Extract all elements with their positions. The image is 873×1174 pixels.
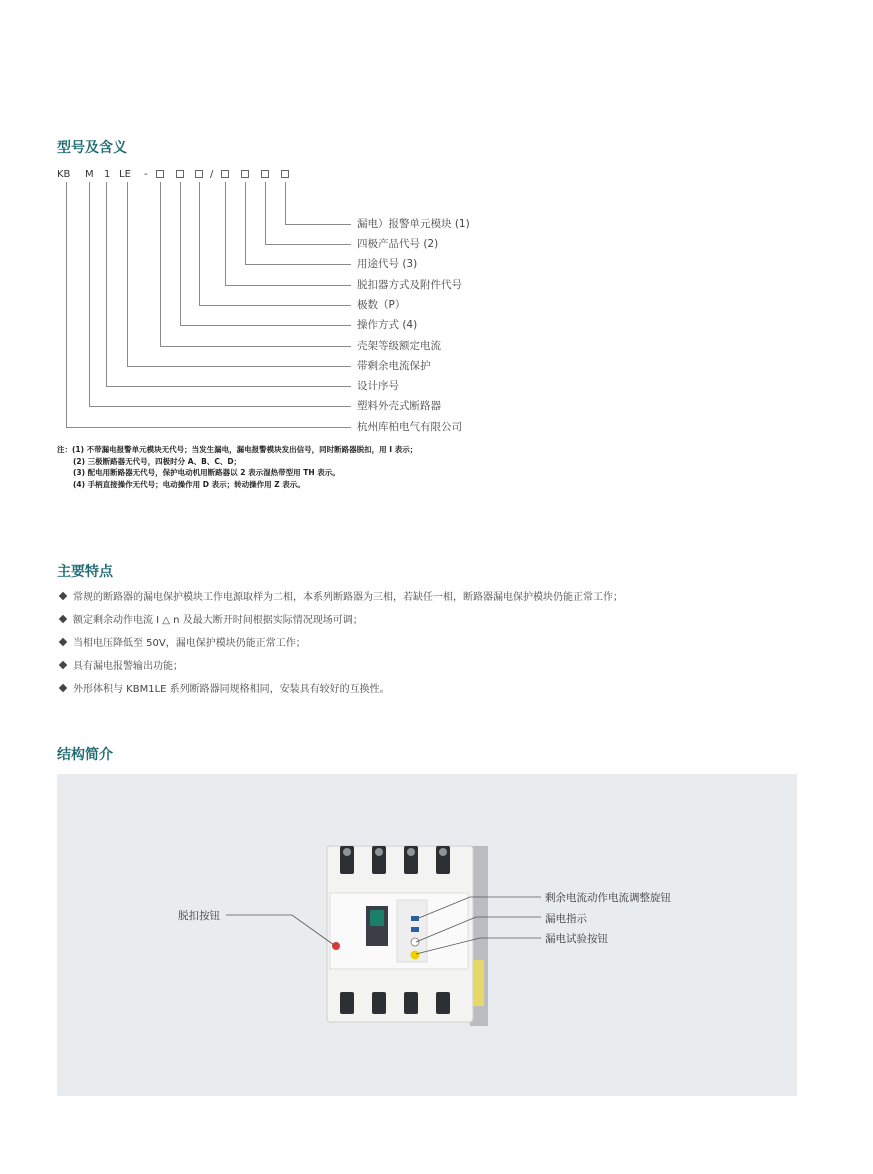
connector-line: [66, 427, 351, 428]
code-box: [221, 170, 229, 178]
diamond-bullet-icon: [59, 638, 67, 646]
feature-list: [60, 591, 623, 706]
connector-line: [285, 182, 286, 224]
feature-text: 当相电压降低至 50V，漏电保护模块仍能正常工作；: [73, 638, 306, 649]
callout-trip-button: 脱扣按钮: [178, 910, 220, 922]
code-token-le: LE: [119, 169, 131, 180]
connector-line: [180, 182, 181, 325]
note-line: (4) 手柄直接操作无代号；电动操作用 D 表示；转动操作用 Z 表示。: [73, 479, 305, 489]
feature-text: 额定剩余动作电流 I △ n 及最大断开时间根据实际情况现场可调；: [73, 615, 363, 626]
list-item: [60, 614, 623, 637]
meaning-label: 用途代号 (3): [357, 258, 418, 270]
code-token-slash: /: [210, 169, 214, 180]
meaning-label: 操作方式 (4): [357, 319, 418, 331]
code-box: [176, 170, 184, 178]
code-token-kb: KB: [57, 169, 71, 180]
connector-line: [127, 366, 351, 367]
section-title-structure: 结构简介: [57, 747, 113, 763]
connector-line: [180, 325, 351, 326]
connector-line: [199, 305, 351, 306]
section-title-model: 型号及含义: [57, 140, 127, 156]
code-token-m: M: [85, 169, 94, 180]
meaning-label: 脱扣器方式及附件代号: [357, 279, 462, 291]
list-item: [60, 591, 623, 614]
connector-line: [106, 386, 351, 387]
meaning-label: 四极产品代号 (2): [357, 238, 439, 250]
note-line: 注：(1) 不带漏电报警单元模块无代号；当发生漏电，漏电报警模块发出信号，同时断路器脱扣，用 I 表示；: [57, 445, 418, 454]
meaning-label: 漏电）报警单元模块 (1): [357, 218, 470, 230]
connector-line: [285, 224, 351, 225]
connector-line: [160, 346, 351, 347]
connector-line: [265, 182, 266, 244]
connector-line: [245, 264, 351, 265]
meaning-label: 极数（P）: [357, 299, 406, 311]
feature-text: 外形体积与 KBM1LE 系列断路器同规格相同，安装具有较好的互换性。: [73, 684, 390, 695]
code-token-dash: -: [144, 169, 148, 180]
connector-line: [89, 406, 351, 407]
feature-text: 常规的断路器的漏电保护模块工作电源取样为二相，本系列断路器为三相，若缺任一相，断路器漏电保护模块仍能正常工作；: [73, 592, 623, 603]
connector-line: [127, 182, 128, 366]
list-item: [60, 637, 623, 660]
notes-block: [57, 444, 417, 490]
connector-line: [265, 244, 351, 245]
meaning-label: 塑料外壳式断路器: [357, 400, 441, 412]
connector-line: [225, 182, 226, 285]
note-line: (2) 三极断路器无代号，四极时分 A、B、C、D；: [73, 456, 242, 466]
code-box: [261, 170, 269, 178]
connector-line: [66, 182, 67, 427]
structure-panel: [57, 774, 797, 1096]
diamond-bullet-icon: [59, 615, 67, 623]
code-box: [156, 170, 164, 178]
note-line: (3) 配电用断路器无代号，保护电动机用断路器以 2 表示湿热带型用 TH 表示。: [73, 468, 340, 477]
meaning-label: 杭州库柏电气有限公司: [357, 421, 462, 433]
callout-adjust-knob: 剩余电流动作电流调整旋钮: [545, 892, 671, 904]
meaning-label: 设计序号: [357, 380, 399, 392]
meaning-label: 带剩余电流保护: [357, 360, 431, 372]
connector-line: [225, 285, 351, 286]
connector-line: [106, 182, 107, 386]
diamond-bullet-icon: [59, 592, 67, 600]
connector-line: [89, 182, 90, 406]
code-token-one: 1: [104, 169, 111, 180]
connector-line: [160, 182, 161, 346]
section-title-features: 主要特点: [57, 564, 113, 580]
connector-line: [199, 182, 200, 305]
diamond-bullet-icon: [59, 684, 67, 692]
list-item: [60, 683, 623, 706]
connector-line: [245, 182, 246, 264]
callout-leak-indicator: 漏电指示: [545, 913, 587, 925]
diamond-bullet-icon: [59, 661, 67, 669]
callout-test-button: 漏电试验按钮: [545, 933, 608, 945]
list-item: [60, 660, 623, 683]
meaning-label: 壳架等级额定电流: [357, 340, 441, 352]
code-box: [195, 170, 203, 178]
code-box: [281, 170, 289, 178]
code-box: [241, 170, 249, 178]
feature-text: 具有漏电报警输出功能；: [73, 661, 183, 672]
